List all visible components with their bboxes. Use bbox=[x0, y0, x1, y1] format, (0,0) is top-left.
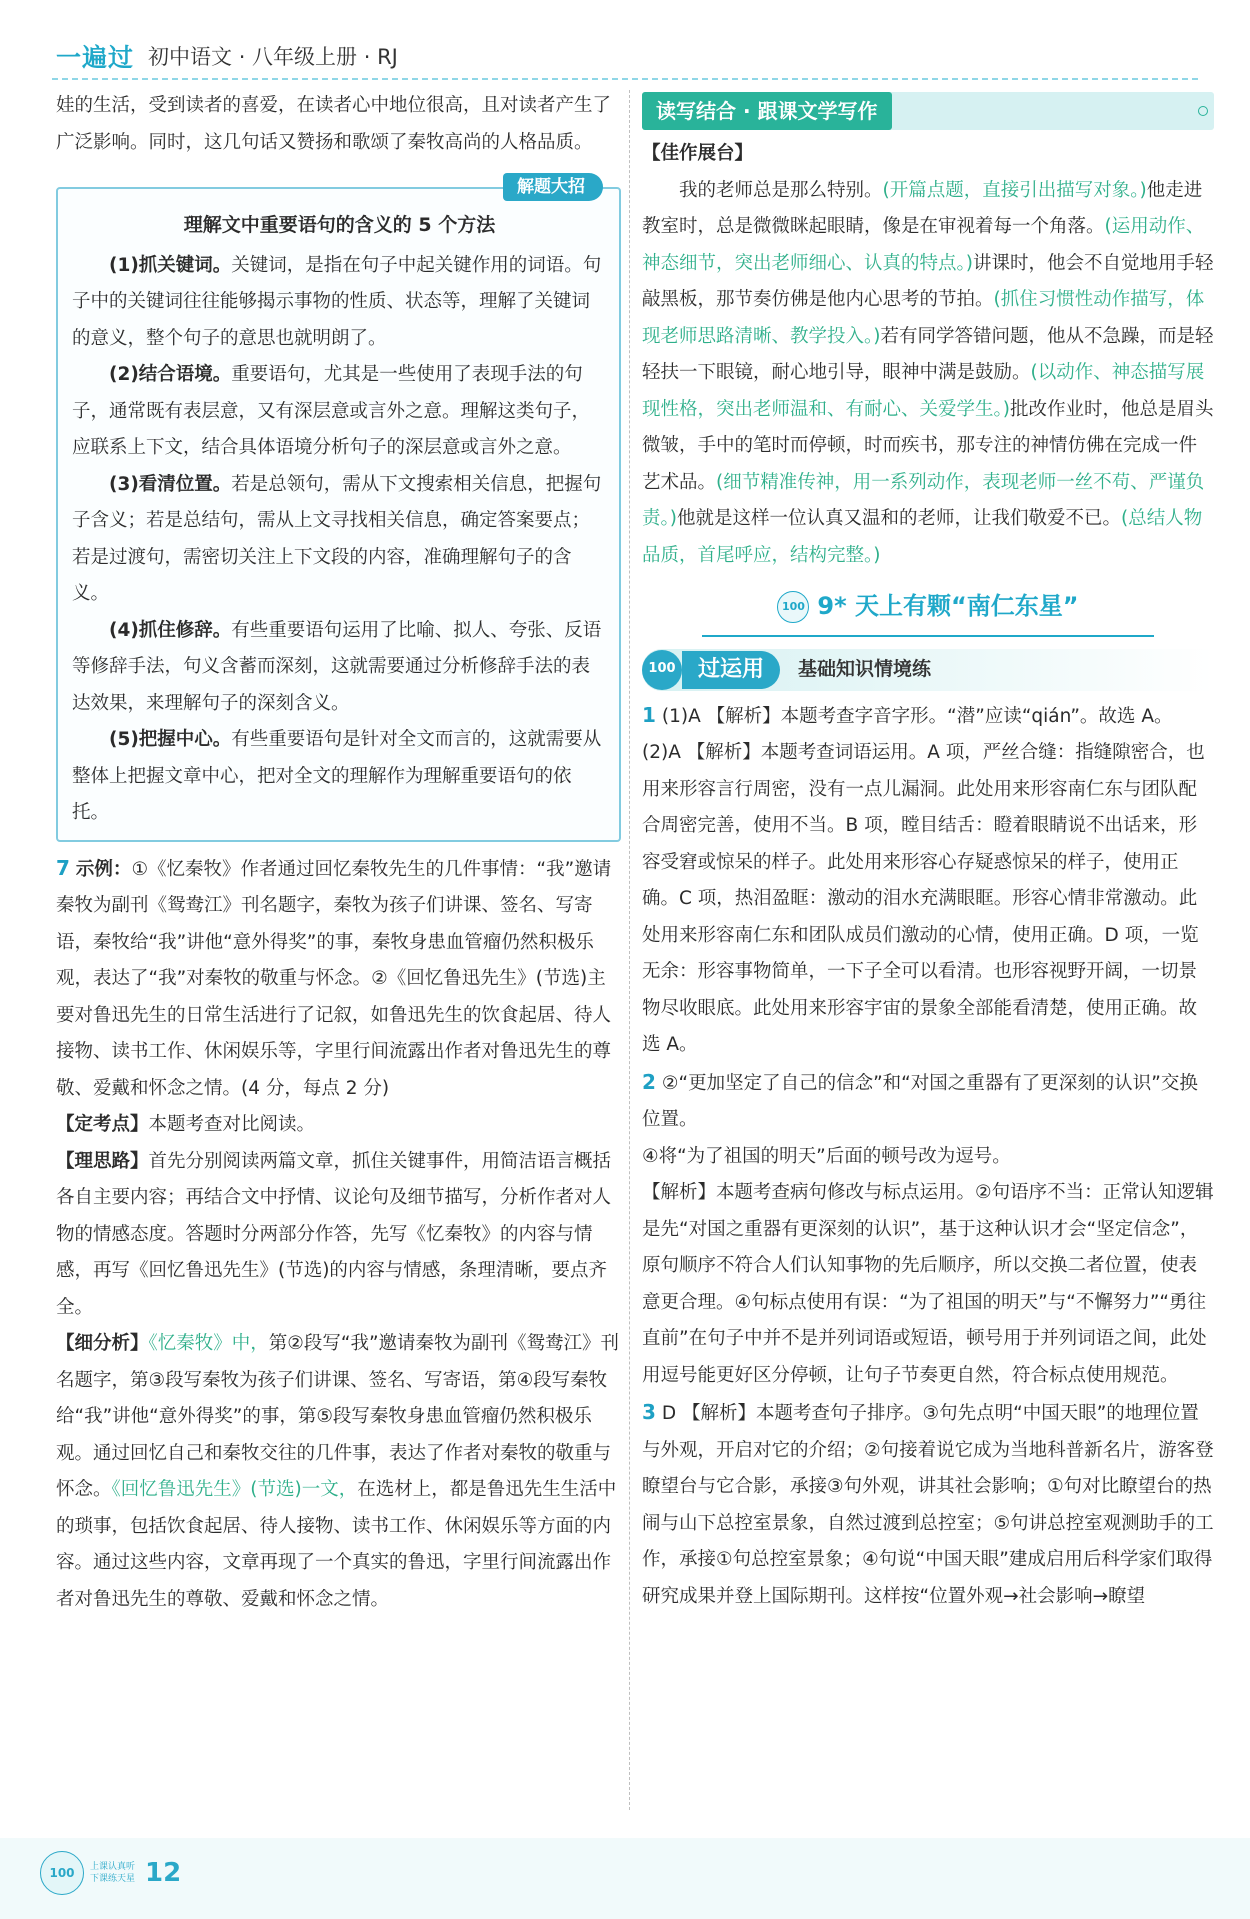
method-label: (3)看清位置。 bbox=[109, 473, 232, 495]
section-subtitle: 基础知识情境练 bbox=[798, 658, 932, 681]
method-label: (5)把握中心。 bbox=[109, 729, 232, 750]
answer-2c: 【解析】本题考查病句修改与标点运用。②句语序不当：正常认知逻辑是先“对国之重器有更深刻的认识”，基于这种认识才会“坚定信念”，原句顺序不符合人们认知事物的先后顺序，所以交换二者位置，使表意更合理。④句标点使用有误：“为了祖国的明天”与“不懈努力”“勇往直前”在句子中并不是并列词语或短语，顿号用于并列词语之间，此处用逗号能更好区分停顿，让句子节奏更自然，符合标点使用规范。 bbox=[642, 1182, 1214, 1386]
essay-comment: (开篇点题，直接引出描写对象。) bbox=[882, 179, 1147, 201]
method-text: 若是总领句，需从下文搜索相关信息，把握句子含义；若是总结句，需从上文寻找相关信息，确定答案要点；若是过渡句，需密切关注上下文段的内容，准确理解句子的含义。 bbox=[72, 473, 602, 604]
method-item bbox=[72, 357, 607, 467]
essay-segment: 若有同学答错问题，他从不急躁，而是轻轻扶一下眼镜，耐心地引导，眼神中满是鼓励。 bbox=[642, 325, 1214, 383]
thinking bbox=[56, 1144, 621, 1327]
answer-text: ②“更加坚定了自己的信念”和“对国之重器有了更深刻的认识”交换位置。 bbox=[642, 1072, 1198, 1130]
question-number: 7 bbox=[56, 855, 70, 880]
analysis bbox=[56, 1326, 621, 1618]
section-label: 过运用 bbox=[682, 651, 780, 689]
lesson-title bbox=[642, 588, 1214, 625]
analysis-highlight: 《回忆鲁迅先生》(节选)一文， bbox=[111, 1479, 358, 1500]
test-point-label: 【定考点】 bbox=[56, 1114, 149, 1135]
header-divider bbox=[52, 78, 1198, 80]
essay-comment: (运用动作、神态细节，突出老师细心、认真的特点。) bbox=[642, 216, 1205, 274]
footer-motto bbox=[90, 1861, 135, 1885]
answer-2b: ④将“为了祖国的明天”后面的顿号改为逗号。 bbox=[642, 1145, 1011, 1167]
essay-comment: (细节精准传神，用一系列动作，表现老师一丝不苟、严谨负责。) bbox=[642, 471, 1205, 529]
answer-text: ①《忆秦牧》作者通过回忆秦牧先生的几件事情：“我”邀请秦牧为副刊《鸳鸯江》刊名题字，秦牧为孩子们讲课、签名、写寄语，秦牧给“我”讲他“意外得奖”的事，秦牧身患血管瘤仍然积极乐观，表达了“我”对秦牧的敬重与怀念。②《回忆鲁迅先生》(节选)主要对鲁迅先生的日常生活进行了记叙，如鲁迅先生的饮食起居、待人接物、读书工作、休闲娱乐等，字里行间流露出作者对鲁迅先生的尊敬、爱戴和怀念之情。(4 分，每点 2 分) bbox=[56, 858, 612, 1099]
lesson-badge-icon: 100 bbox=[777, 591, 809, 623]
lesson-title-text: 9* 天上有颗“南仁东星” bbox=[817, 592, 1079, 620]
column-divider bbox=[629, 90, 630, 1810]
method-text: 重要语句，尤其是一些使用了表现手法的句子，通常既有表层意，又有深层意或言外之意。理解这类句子，应联系上下文，结合具体语境分析句子的深层意或言外之意。 bbox=[72, 364, 591, 458]
method-item bbox=[72, 613, 607, 723]
method-label: (1)抓关键词。 bbox=[109, 254, 232, 276]
analysis-label: 【细分析】 bbox=[56, 1333, 149, 1354]
left-column bbox=[56, 88, 621, 1618]
method-text: 有些重要语句是针对全文而言的，这就需要从整体上把握文章中心，把对全文的理解作为理解重要语句的依托。 bbox=[72, 729, 602, 823]
star-mascot-icon: 100 bbox=[642, 650, 682, 690]
tips-title: 理解文中重要语句的含义的 5 个方法 bbox=[183, 214, 496, 236]
brand-logo: 一遍过 bbox=[56, 43, 135, 72]
answer-text: D 【解析】本题考查句子排序。③句先点明“中国天眼”的地理位置与外观，开启对它的介绍；②句接着说它成为当地科普新名片，游客登瞭望台与它合影，承接③句外观，讲其社会影响；①句对比瞭望台的热闹与山下总控室景象，自然过渡到总控室；⑤句讲总控室观测助手的工作，承接①句总控室景象；④句说“中国天眼”建成启用后科学家们取得研究成果并登上国际期刊。这样按“位置外观→社会影响→瞭望 bbox=[642, 1403, 1214, 1607]
answer-3 bbox=[642, 1394, 1214, 1615]
answer-text: (1)A 【解析】本题考查字音字形。“潜”应读“qián”。故选 A。 bbox=[661, 705, 1173, 727]
page-number: 12 bbox=[145, 1858, 182, 1888]
reading-writing-bar bbox=[642, 92, 1214, 130]
analysis-text: 第②段写“我”邀请秦牧为副刊《鸳鸯江》刊名题字，第③段写秦牧为孩子们讲课、签名、写寄语，第④段写秦牧给“我”讲他“意外得奖”的事，第⑤段写秦牧身患血管瘤仍然积极乐观。通过回忆自己和秦牧交往的几件事，表达了作者对秦牧的敬重与怀念。 bbox=[56, 1333, 620, 1500]
essay-comment: (以动作、神态描写展现性格，突出老师温和、有耐心、关爱学生。) bbox=[642, 362, 1205, 420]
method-text: 有些重要语句运用了比喻、拟人、夸张、反语等修辞手法，句义含蓄而深刻，这就需要通过分析修辞手法的表达效果，来理解句子的深刻含义。 bbox=[72, 619, 602, 714]
analysis-highlight: 《忆秦牧》中， bbox=[148, 1333, 269, 1354]
reading-writing-label: 读写结合 · 跟课文学写作 bbox=[642, 92, 892, 130]
method-text: 关键词，是指在句子中起关键作用的词语。句子中的关键词往往能够揭示事物的性质、状态等，理解了关键词的意义，整个句子的意思也就明朗了。 bbox=[72, 254, 602, 349]
thinking-label: 【理思路】 bbox=[56, 1150, 149, 1172]
tips-box bbox=[56, 177, 621, 842]
page-footer bbox=[40, 1848, 220, 1898]
tips-tag: 解题大招 bbox=[503, 173, 603, 201]
question-number: 1 bbox=[642, 702, 656, 727]
showcase-label: 【佳作展台】 bbox=[642, 143, 754, 164]
essay-segment: 他走进教室时，总是微微眯起眼睛，像是在审视着每一个角落。 bbox=[642, 179, 1203, 237]
question-number: 2 bbox=[642, 1069, 656, 1094]
answer-1b: (2)A 【解析】本题考查词语运用。A 项，严丝合缝：指缝隙密合，也用来形容言行周密，没有一点儿漏洞。此处用来形容南仁东与团队配合周密完善，使用不当。B 项，瞠目结舌：瞪着眼睛说不出话来，形容受窘或惊呆的样子。此处用来形容心存疑惑惊呆的样子，使用正确。C 项，热泪盈眶：激动的泪水充满眼眶。形容心情非常激动。此处用来形容南仁东和团队成员们激动的心情，使用正确。D 项，一览无余：形容事物简单，一下子全可以看清。也形容视野开阔，一切景物尽收眼底。此处用来形容宇宙的景象全部能看清楚，使用正确。故选 A。 bbox=[642, 742, 1205, 1055]
test-point bbox=[56, 1107, 621, 1144]
essay-segment: 我的老师总是那么特别。 bbox=[679, 179, 883, 201]
motto-line: 上课认真听 bbox=[90, 1862, 136, 1872]
page-header bbox=[56, 38, 398, 74]
method-item bbox=[72, 467, 607, 613]
test-point-text: 本题考查对比阅读。 bbox=[148, 1114, 316, 1135]
question-number: 3 bbox=[642, 1400, 656, 1424]
method-label: (2)结合语境。 bbox=[109, 364, 232, 385]
answer-lead: 示例： bbox=[75, 858, 132, 880]
answer-7 bbox=[56, 850, 621, 1108]
essay-paragraph bbox=[642, 173, 1214, 575]
method-label: (4)抓住修辞。 bbox=[109, 619, 232, 641]
thinking-text: 首先分别阅读两篇文章，抓住关键事件，用简洁语言概括各自主要内容；再结合文中抒情、议论句及细节描写，分析作者对人物的情感态度。答题时分两部分作答，先写《忆秦牧》的内容与情感，再写《回忆鲁迅先生》(节选)的内容与情感，条理清晰，要点齐全。 bbox=[56, 1150, 612, 1318]
analysis-text: 在选材上，都是鲁迅先生生活中的琐事，包括饮食起居、待人接物、读书工作、休闲娱乐等方面的内容。通过这些内容，文章再现了一个真实的鲁迅，字里行间流露出作者对鲁迅先生的尊敬、爱戴和怀念之情。 bbox=[56, 1479, 617, 1610]
book-subject: 初中语文 · 八年级上册 · RJ bbox=[148, 45, 398, 69]
essay-segment: 讲课时，他会不自觉地用手轻敲黑板，那节奏仿佛是他内心思考的节拍。 bbox=[642, 252, 1214, 310]
star-logo-icon: 100 bbox=[40, 1851, 84, 1895]
essay-segment: 他就是这样一位认真又温和的老师，让我们敬爱不已。 bbox=[676, 508, 1121, 529]
method-item bbox=[72, 722, 607, 832]
essay-segment: 批改作业时，他总是眉头微皱，手中的笔时而停顿，时而疾书，那专注的神情仿佛在完成一件艺术品。 bbox=[642, 398, 1214, 493]
motto-line: 下课练天星 bbox=[90, 1874, 136, 1884]
bar-end-dot bbox=[1198, 106, 1208, 116]
right-column bbox=[642, 92, 1214, 1615]
intro-paragraph: 娃的生活，受到读者的喜爱，在读者心中地位很高，且对读者产生了广泛影响。同时，这几句话又赞扬和歌颂了秦牧高尚的人格品质。 bbox=[56, 95, 612, 153]
answer-2a bbox=[642, 1064, 1214, 1139]
method-item bbox=[72, 248, 607, 358]
essay-comment: (抓住习惯性动作描写，体现老师思路清晰、教学投入。) bbox=[642, 289, 1205, 347]
lesson-underline bbox=[702, 635, 1154, 637]
essay-comment: (总结人物品质，首尾呼应，结构完整。) bbox=[642, 508, 1203, 566]
section-bar bbox=[642, 649, 1214, 691]
answer-1a bbox=[642, 697, 1214, 736]
